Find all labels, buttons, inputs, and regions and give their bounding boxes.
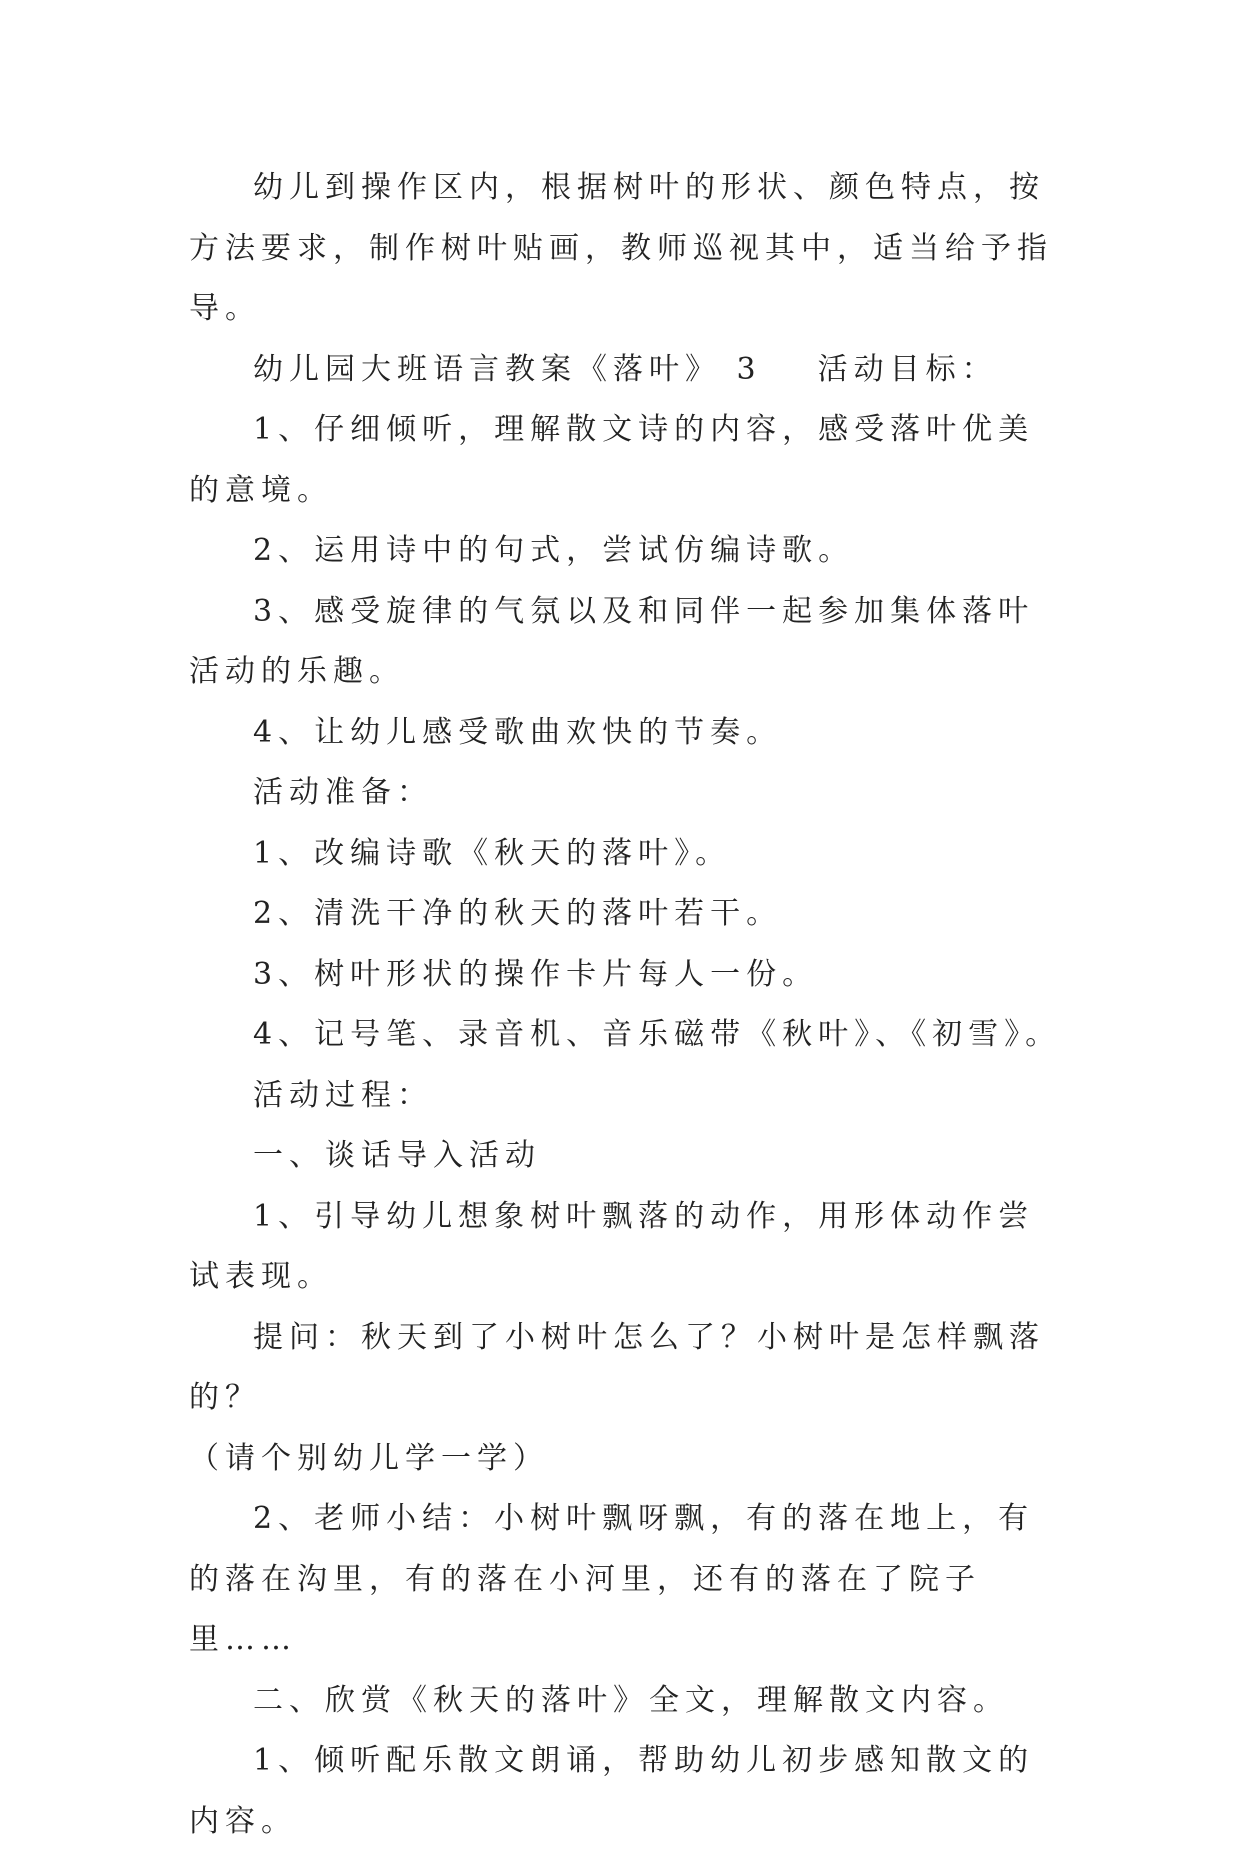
paragraph: 2、清洗干净的秋天的落叶若干。: [253, 896, 783, 931]
paragraph: 提问：秋天到了小树叶怎么了？小树叶是怎样飘落的？: [189, 1319, 1045, 1415]
paragraph: 3、树叶形状的操作卡片每人一份。: [253, 956, 819, 992]
section-heading: 活动准备：: [253, 775, 433, 810]
paragraph: （请个别幼儿学一学）: [189, 1440, 549, 1476]
paragraph: 2、运用诗中的句式，尝试仿编诗歌。: [253, 533, 855, 568]
paragraph: 1、引导幼儿想象树叶飘落的动作，用形体动作尝试表现。: [189, 1198, 1035, 1294]
paragraph: 幼儿到操作区内，根据树叶的形状、颜色特点，按方法要求，制作树叶贴画，教师巡视其中，适当给予指导。: [189, 170, 1053, 326]
paragraph: 1、倾听配乐散文朗诵，帮助幼儿初步感知散文的内容。: [189, 1743, 1035, 1839]
lesson-title: 幼儿园大班语言教案《落叶》: [253, 351, 721, 387]
lesson-number: 3: [736, 351, 762, 387]
paragraph: 4、让幼儿感受歌曲欢快的节奏。: [253, 714, 783, 750]
subsection-heading: 二、欣赏《秋天的落叶》全文，理解散文内容。: [253, 1682, 1009, 1718]
paragraph: 1、改编诗歌《秋天的落叶》。: [253, 835, 732, 871]
section-heading: 活动目标：: [817, 351, 998, 387]
paragraph: 2、老师小结：小树叶飘呀飘，有的落在地上，有的落在沟里，有的落在小河里，还有的落在了院子里……: [189, 1501, 1035, 1657]
paragraph: 3、感受旋律的气氛以及和同伴一起参加集体落叶活动的乐趣。: [189, 593, 1035, 689]
document-body: [189, 158, 1069, 1852]
paragraph: 1、仔细倾听，理解散文诗的内容，感受落叶优美的意境。: [189, 412, 1035, 508]
subsection-heading: 一、谈话导入活动: [253, 1138, 541, 1173]
paragraph: 4、记号笔、录音机、音乐磁带《秋叶》、《初雪》。: [253, 1017, 1062, 1052]
section-heading: 活动过程：: [253, 1077, 433, 1113]
lesson-heading-line: [189, 340, 1069, 401]
